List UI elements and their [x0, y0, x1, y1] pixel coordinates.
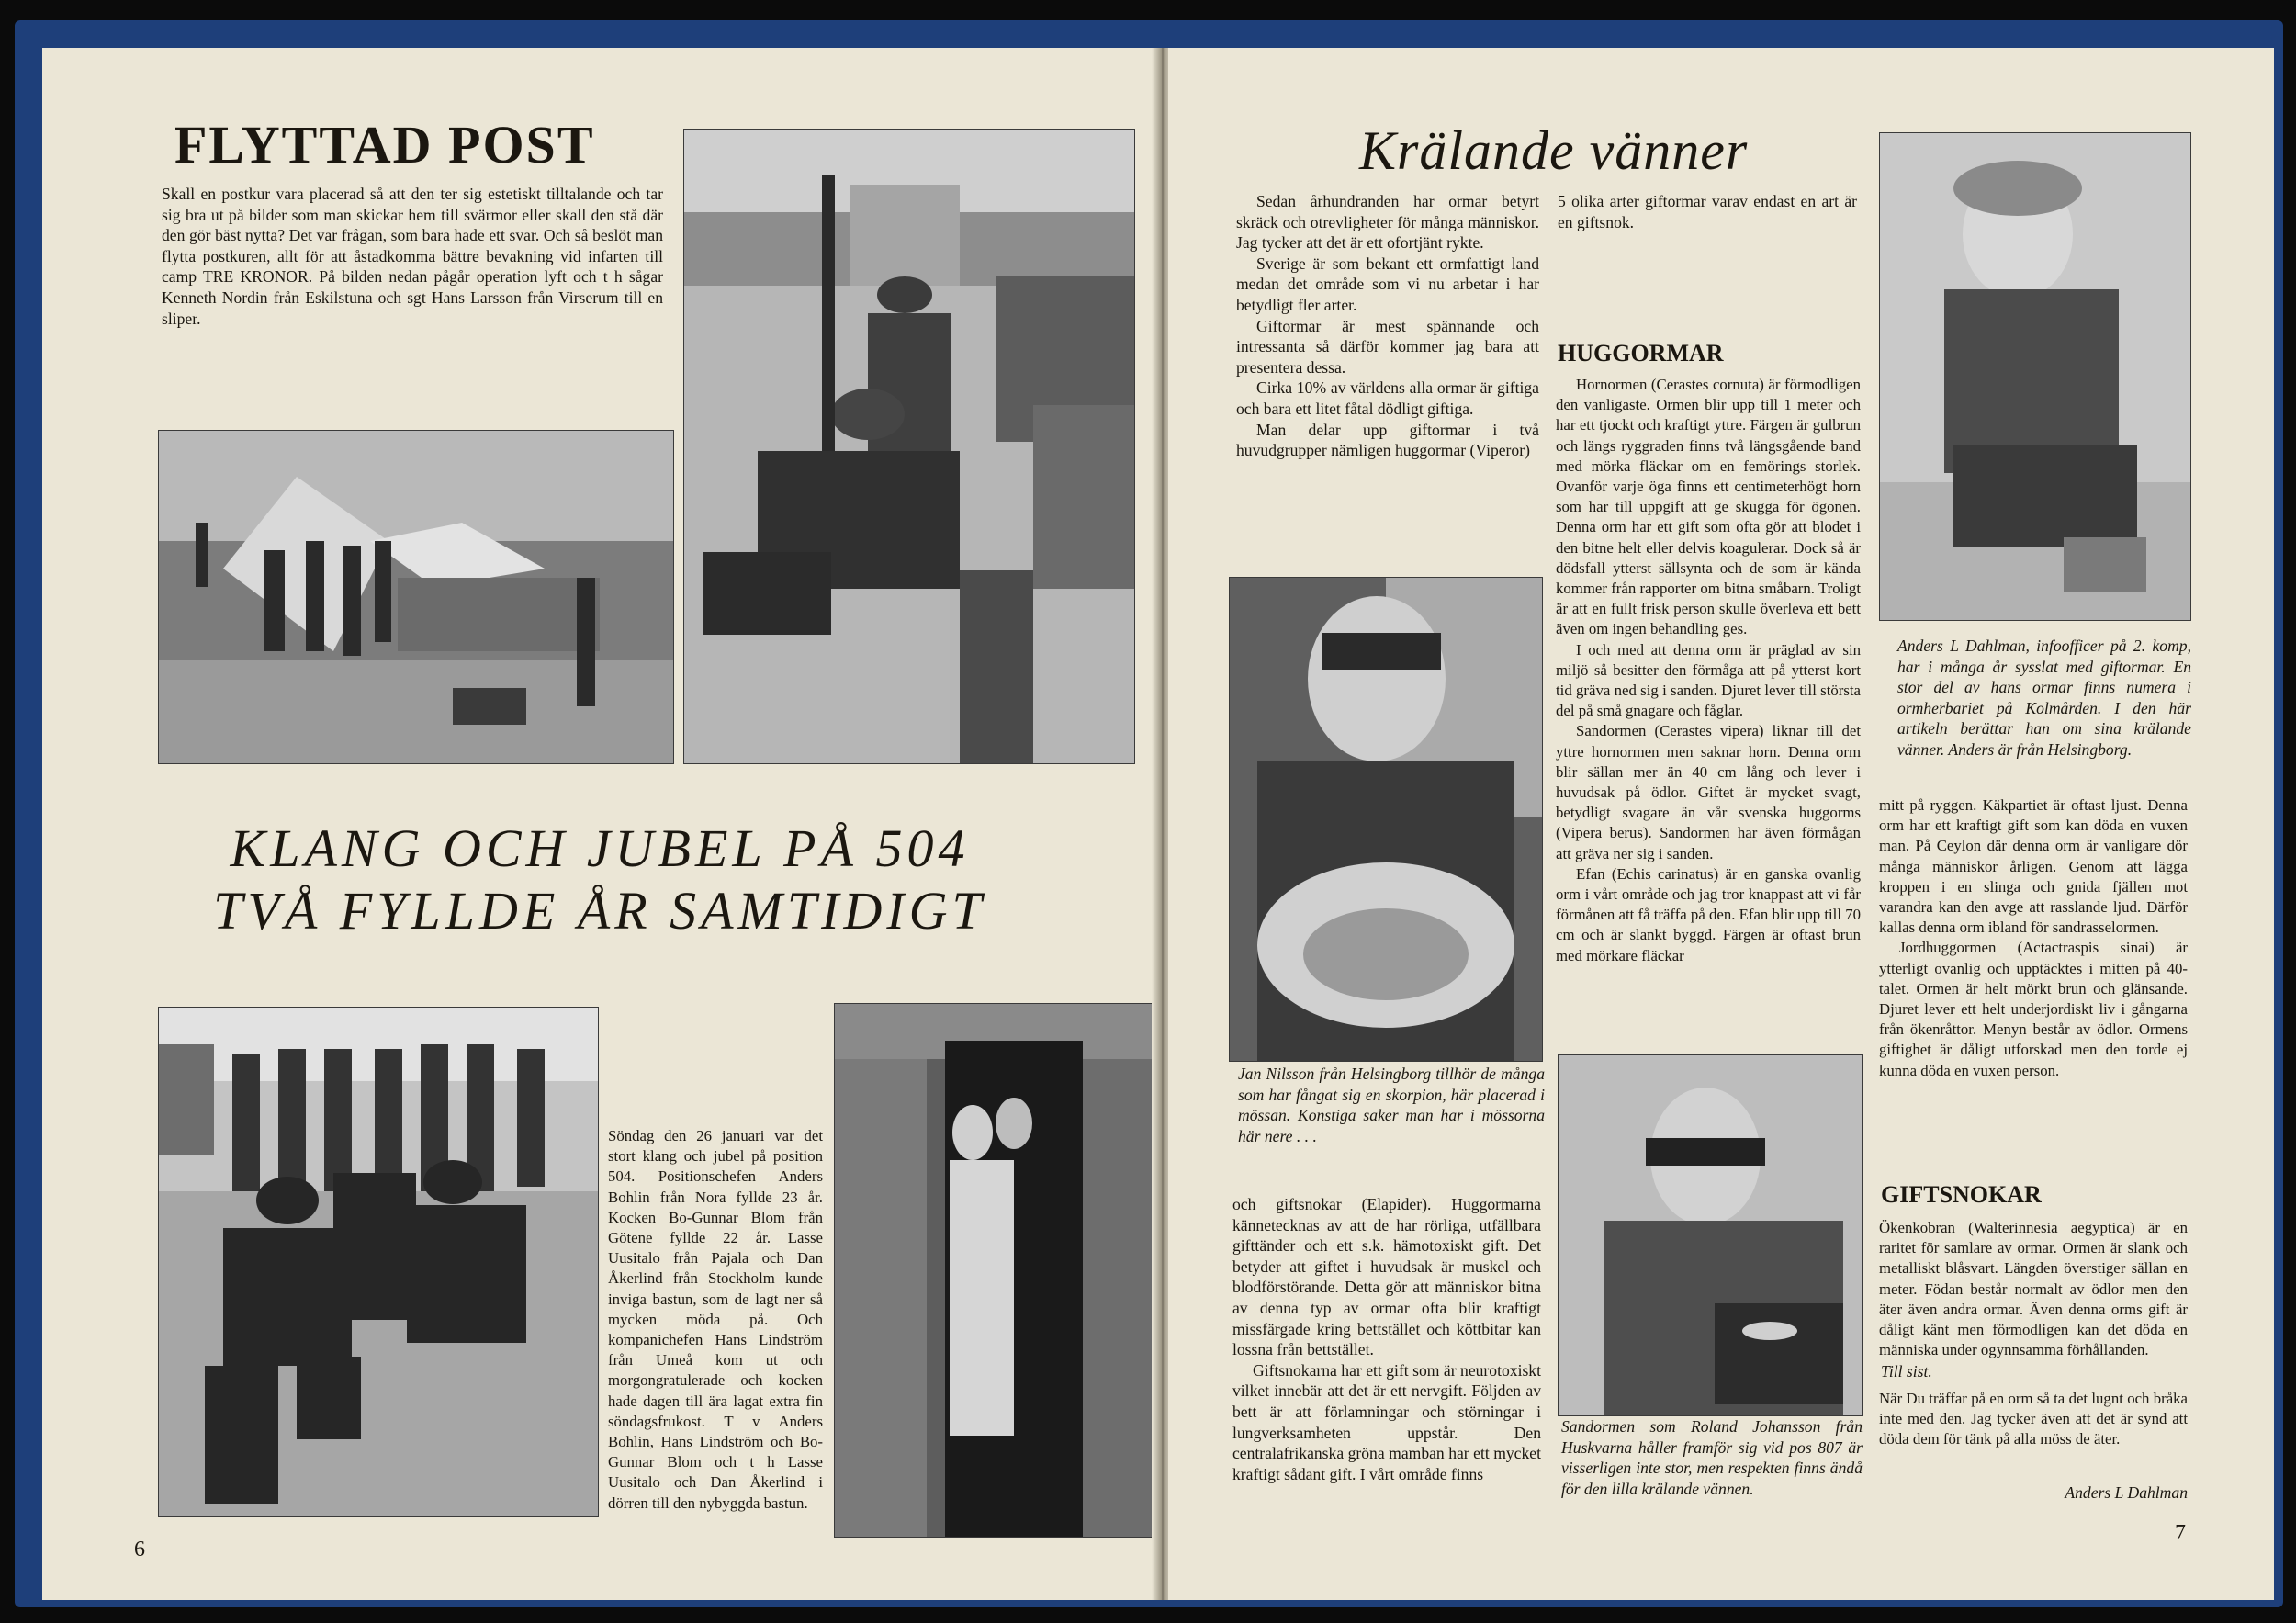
- caption-johansson: Sandormen som Roland Johansson från Huskvarna håller framför sig vid pos 807 är visserligen inte stor, men respekten finns ändå för den lilla krälande vännen.: [1561, 1417, 1863, 1498]
- column-2-text: [1556, 375, 1861, 966]
- kralande-title: Krälande vänner: [1359, 120, 1749, 181]
- johansson-portrait-photo: [1558, 1054, 1863, 1416]
- page-number-left: 6: [134, 1538, 145, 1561]
- column-3-text: [1879, 795, 2188, 1081]
- soldiers-digging-photo: [683, 129, 1135, 764]
- till-sist-label: Till sist.: [1881, 1362, 1932, 1381]
- till-sist-body: När Du träffar på en orm så ta det lugnt och bråka inte med den. Jag tycker även att det är synd att döda dem för tänk på alla möss de äter.: [1879, 1390, 2188, 1448]
- column-1-continued: [1232, 1194, 1541, 1484]
- left-page: [42, 48, 1157, 1600]
- col2-paragraph: I och med att denna orm är präglad av sin miljö så besitter den förmåga att på ytterst kort tid gräva ned sig i sanden. Djuret lever till största del på små gnagare och fåglar.: [1556, 640, 1861, 720]
- col2-paragraph: Efan (Echis carinatus) är en ganska ovanlig orm i vårt område och jag tror knappast att vi får förmånen att få träffa på den. Efan blir upp till 70 cm och är slankt byggd. Färgen är oftast brun med mörkare fläckar: [1556, 864, 1861, 964]
- nilsson-portrait-photo: [1229, 577, 1543, 1062]
- klang-headline-1: KLANG OCH JUBEL PÅ 504: [230, 818, 970, 878]
- col1-paragraph: Man delar upp giftormar i två huvudgrupper nämligen huggormar (Viperor): [1236, 420, 1539, 460]
- giftsnokar-body: Ökenkobran (Walterinnesia aegyptica) är en raritet för samlare av ormar. Ormen är slank och metalliskt blåsvart. Längden överstiger sällan en meter. Födan består normalt av ödlor men den äter även andra ormar. Även denna orms gift är dåligt känt men förmodligen kan det döda en människa under ogynnsamma förhållanden.: [1879, 1219, 2188, 1359]
- col2-paragraph: Sandormen (Cerastes vipera) liknar till det yttre hornormen men saknar horn. Denna orm blir sällan mer än 40 cm lång och lever i huvudsak på ödlor. Giftet är mycket svagt, betydligt svagare än vår svenska huggorms (Vipera berus). Sandormen har även förmågan att gräva ner sig i sanden.: [1556, 722, 1861, 862]
- col1-paragraph: Cirka 10% av världens alla ormar är giftiga och bara ett litet fåtal dödligt giftiga.: [1236, 378, 1539, 418]
- giftsnokar-heading: GIFTSNOKAR: [1881, 1181, 2042, 1208]
- col1-paragraph: Sedan århundranden har ormar betyrt skräck och otrevligheter för många människor. Jag tycker att det är ett ofortjänt rykte.: [1236, 192, 1539, 253]
- caption-nilsson: Jan Nilsson från Helsingborg tillhör de många som har fångat sig en skorpion, här placerad i mössan. Konstiga saker man har i mössorna här nere . . .: [1238, 1065, 1545, 1145]
- col2-paragraph: Hornormen (Cerastes cornuta) är förmodligen den vanligaste. Ormen blir upp till 1 meter och har ett tjockt och kraftigt yttre. Färgen är gulbrun och längs ryggraden finns två längsgående band med mörka fläckar om en femörings storlek. Ovanför varje öga finns ett centimeterhögt horn som har till uppgift att ge skugga för ögonen. Denna orm har ett gift som ofta gör att blodet i den bitne helt eller delvis koagulerar. Dock så är dödsfall ytterst sällsynta och de som är kända kommer från rapporter om bitna småbarn. Troligt är att en fullt frisk person skulle överleva ett bett även om ingen behandling ges.: [1556, 376, 1861, 638]
- column-1-text: [1236, 191, 1539, 461]
- col2-intro: 5 olika arter giftormar varav endast en art är en giftsnok.: [1558, 192, 1857, 231]
- col1-paragraph: Giftormar är mest spännande och intressanta så därför kommer jag bara att presentera dessa.: [1236, 316, 1539, 377]
- col3-cont-2: Jordhuggormen (Actactraspis sinai) är ytterligt ovanlig och upptäcktes i mitten på 40-talet. Ormen är helt mörkt brun och glänsande. Djuret lever ett helt underjordiskt liv i gångarna från ökenråttor. Menyn består av ödlor. Ormens giftighet är dåligt utforskad men den torde ej kunna döda en vuxen person.: [1879, 939, 2188, 1079]
- group-504-photo: [158, 1007, 599, 1517]
- byline: Anders L Dahlman: [2065, 1483, 2188, 1502]
- huggormar-heading: HUGGORMAR: [1558, 340, 1724, 366]
- col1-paragraph: Sverige är som bekant ett ormfattigt land medan det område som vi nu arbetar i har betydligt fler arter.: [1236, 254, 1539, 314]
- dahlman-portrait-photo: [1879, 132, 2191, 621]
- sauna-door-photo: [834, 1003, 1157, 1538]
- flyttad-post-title: FLYTTAD POST: [174, 115, 595, 175]
- right-page: [1168, 48, 2274, 1600]
- caption-dahlman: Anders L Dahlman, infoofficer på 2. komp, har i många år sysslat med giftormar. En stor del av hans ormar finns numera i ormherbariet på Kolmården. I den här artikeln berättar han om sina krälande vänner. Anders är från Helsingborg.: [1897, 637, 2191, 759]
- klang-body: Söndag den 26 januari var det stort klang och jubel på position 504. Positionschefen Anders Bohlin från Nora fyllde 23 år. Kocken Bo-Gunnar Blom från Götene fyllde 22 år. Lasse Uusitalo från Pajala och Dan Åkerlind från Stockholm kunde inviga bastun, som de lagt ner så mycken möda på. Och kompanichefen Hans Lindström från Umeå kom ut och morgongratulerade och kocken hade dagen till ära lagat extra fin söndagsfrukost. T v Anders Bohlin, Hans Lindström och Bo-Gunnar Blom och t h Lasse Uusitalo och Dan Åkerlind i dörren till den nybyggda bastun.: [608, 1127, 823, 1512]
- col1-cont-2: Giftsnokarna har ett gift som är neurotoxiskt vilket innebär att det är ett nervgift. Följden av bett är att förlamningar och störningar i lungverksamheten uppstår. Den centralafrikanska gröna mamban har ett mycket kraftigt sådant gift. I vårt område finns: [1232, 1360, 1541, 1483]
- flyttad-post-body: Skall en postkur vara placerad så att den ter sig estetiskt tilltalande och tar sig bra ut på bilder som man skickar hem till svärmor eller skall den stå där den gör bäst nytta? Det var frågan, som bara hade ett svar. Och så beslöt man flytta postkuren, allt för att åstadkomma bättre bevakning vid infarten till camp TRE KRONOR. På bilden nedan pågår operation lyft och t h sågar Kenneth Nordin från Eskilstuna och sgt Hans Larsson från Virserum till en sliper.: [162, 185, 663, 328]
- klang-headline-2: TVÅ FYLLDE ÅR SAMTIDIGT: [213, 881, 986, 941]
- col1-cont: och giftsnokar (Elapider). Huggormarna kännetecknas av att de har rörliga, utfällbara gifttänder och ett s.k. hämotoxiskt gift. Det betyder att giftet i huvudsak är muskel och blodförstörande. Detta gör att människor bitna av denna typ av ormar ofta blir kraftigt missfärgade kring bettstället och köttbitar kan lossna från bettstället.: [1232, 1195, 1541, 1359]
- lifting-hut-photo: [158, 430, 674, 764]
- col3-cont: mitt på ryggen. Käkpartiet är oftast ljust. Denna orm har ett kraftigt gift som kan döda en vuxen man. På Ceylon där denna orm är vanligare dör många människor årligen. Genom att lägga kroppen i en slinga och gnida fjällen mot varandra kan den avge att rasslande ljud. Därför kallas denna orm ibland för sandrasselormen.: [1879, 796, 2188, 937]
- page-number-right: 7: [2175, 1521, 2186, 1545]
